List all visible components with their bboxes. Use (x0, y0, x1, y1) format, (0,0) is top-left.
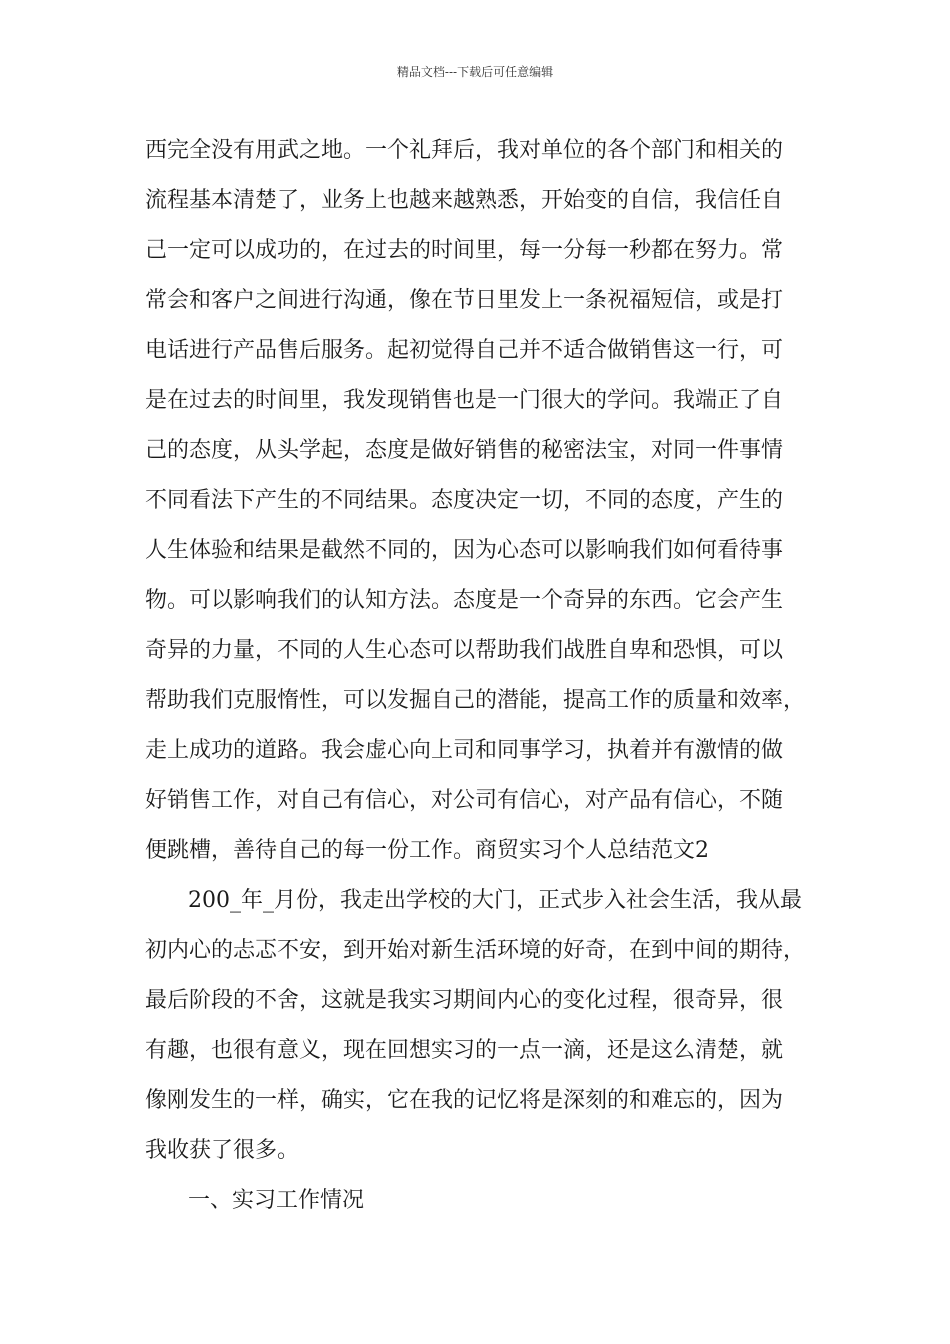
text-line: 我收获了很多。 (145, 1138, 300, 1163)
text-line: 电话进行产品售后服务。起初觉得自己并不适合做销售这一行，可 (145, 338, 784, 363)
text-line: 物。可以影响我们的认知方法。态度是一个奇异的东西。它会产生 (145, 588, 784, 613)
text-line: 己一定可以成功的，在过去的时间里，每一分每一秒都在努力。常 (145, 238, 784, 263)
text-line: 常会和客户之间进行沟通，像在节日里发上一条祝福短信，或是打 (145, 288, 784, 313)
text-line: 流程基本清楚了，业务上也越来越熟悉，开始变的自信，我信任自 (145, 188, 784, 213)
text-line: 最后阶段的不舍，这就是我实习期间内心的变化过程，很奇异，很 (145, 988, 784, 1013)
text-line: 西完全没有用武之地。一个礼拜后，我对单位的各个部门和相关的 (145, 138, 784, 163)
text-line: 好销售工作，对自己有信心，对公司有信心，对产品有信心，不随 (145, 788, 784, 813)
text-line: 己的态度，从头学起，态度是做好销售的秘密法宝，对同一件事情 (145, 438, 784, 463)
section-heading: 一、实习工作情况 (188, 1188, 365, 1213)
text-line: 像刚发生的一样，确实，它在我的记忆将是深刻的和难忘的，因为 (145, 1088, 784, 1113)
text-line: 有趣，也很有意义，现在回想实习的一点一滴，还是这么清楚，就 (145, 1038, 784, 1063)
text-line: 初内心的忐忑不安，到开始对新生活环境的好奇，在到中间的期待， (145, 938, 806, 963)
text-line: 奇异的力量，不同的人生心态可以帮助我们战胜自卑和恐惧，可以 (145, 638, 784, 663)
text-line: 帮助我们克服惰性，可以发掘自己的潜能，提高工作的质量和效率， (145, 688, 806, 713)
text-line: 不同看法下产生的不同结果。态度决定一切，不同的态度，产生的 (145, 488, 784, 513)
text-line: 是在过去的时间里，我发现销售也是一门很大的学问。我端正了自 (145, 388, 784, 413)
page-header: 精品文档---下载后可任意编辑 (396, 65, 554, 79)
text-line: 人生体验和结果是截然不同的，因为心态可以影响我们如何看待事 (145, 538, 784, 563)
text-line: 走上成功的道路。我会虚心向上司和同事学习，执着并有激情的做 (145, 738, 784, 763)
paragraph-first-line: 200_年_月份，我走出学校的大门，正式步入社会生活，我从最 (188, 888, 802, 913)
text-line: 便跳槽，善待自己的每一份工作。商贸实习个人总结范文2 (145, 838, 709, 863)
